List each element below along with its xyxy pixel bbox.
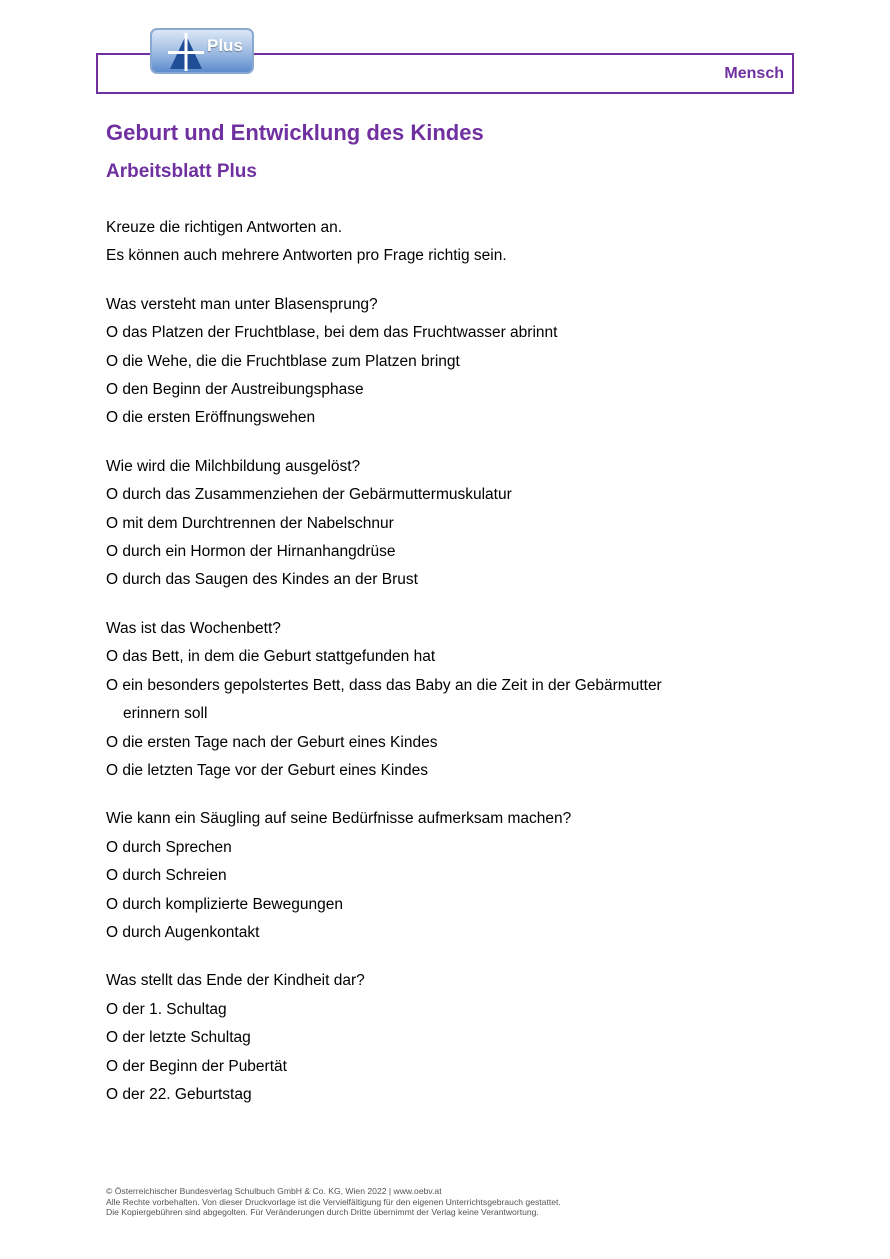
- page-title: Geburt und Entwicklung des Kindes: [106, 120, 484, 145]
- answer-option[interactable]: O der 1. Schultag: [106, 1000, 227, 1018]
- question-text: Was versteht man unter Blasensprung?: [106, 295, 378, 313]
- footer-line: Die Kopiergebühren sind abgegolten. Für Veränderungen durch Dritte übernimmt der Verlag keine Verantwortung.: [106, 1207, 539, 1217]
- question-text: Was stellt das Ende der Kindheit dar?: [106, 972, 365, 990]
- question-text: Wie kann ein Säugling auf seine Bedürfnisse aufmerksam machen?: [106, 810, 572, 828]
- subject-tag: Mensch: [724, 65, 784, 82]
- answer-option[interactable]: O mit dem Durchtrennen der Nabelschnur: [106, 514, 394, 532]
- answer-option[interactable]: O der Beginn der Pubertät: [106, 1057, 287, 1075]
- answer-option[interactable]: O die ersten Eröffnungswehen: [106, 409, 316, 427]
- answer-option[interactable]: O ein besonders gepolstertes Bett, dass das Baby an die Zeit in der Gebärmutter: [106, 676, 662, 694]
- answer-option[interactable]: O die Wehe, die die Fruchtblase zum Platzen bringt: [106, 352, 460, 370]
- answer-option[interactable]: O durch das Zusammenziehen der Gebärmuttermuskulatur: [106, 486, 512, 504]
- copyright-footer: [106, 1186, 561, 1218]
- answer-option-continuation: erinnern soll: [123, 705, 208, 723]
- worksheet-content: [106, 214, 786, 1109]
- answer-option[interactable]: O die ersten Tage nach der Geburt eines Kindes: [106, 733, 438, 751]
- plus-logo: [150, 28, 254, 74]
- answer-option[interactable]: O durch komplizierte Bewegungen: [106, 895, 343, 913]
- page-subtitle: Arbeitsblatt Plus: [106, 161, 257, 182]
- instruction-line: Kreuze die richtigen Antworten an.: [106, 219, 343, 236]
- answer-option[interactable]: O das Platzen der Fruchtblase, bei dem das Fruchtwasser abrinnt: [106, 324, 558, 342]
- footer-line: © Österreichischer Bundesverlag Schulbuch GmbH & Co. KG, Wien 2022 | www.oebv.at: [106, 1186, 442, 1196]
- answer-option[interactable]: O durch Augenkontakt: [106, 923, 260, 941]
- answer-option[interactable]: O durch ein Hormon der Hirnanhangdrüse: [106, 543, 396, 561]
- answer-option[interactable]: O den Beginn der Austreibungsphase: [106, 381, 364, 399]
- logo-text: Plus: [207, 36, 243, 55]
- answer-option[interactable]: O der letzte Schultag: [106, 1029, 251, 1047]
- question-text: Wie wird die Milchbildung ausgelöst?: [106, 457, 361, 475]
- triangle-icon: [168, 33, 204, 71]
- question-text: Was ist das Wochenbett?: [106, 619, 281, 637]
- answer-option[interactable]: O der 22. Geburtstag: [106, 1085, 252, 1103]
- answer-option[interactable]: O das Bett, in dem die Geburt stattgefunden hat: [106, 648, 436, 666]
- answer-option[interactable]: O durch das Saugen des Kindes an der Brust: [106, 571, 418, 589]
- answer-option[interactable]: O durch Sprechen: [106, 838, 232, 856]
- answer-option[interactable]: O durch Schreien: [106, 867, 227, 885]
- footer-line: Alle Rechte vorbehalten. Von dieser Druckvorlage ist die Vervielfältigung für den eigenen Unterrichtsgebrauch gestattet.: [106, 1196, 561, 1207]
- instruction-line: Es können auch mehrere Antworten pro Frage richtig sein.: [106, 247, 507, 265]
- answer-option[interactable]: O die letzten Tage vor der Geburt eines Kindes: [106, 761, 428, 779]
